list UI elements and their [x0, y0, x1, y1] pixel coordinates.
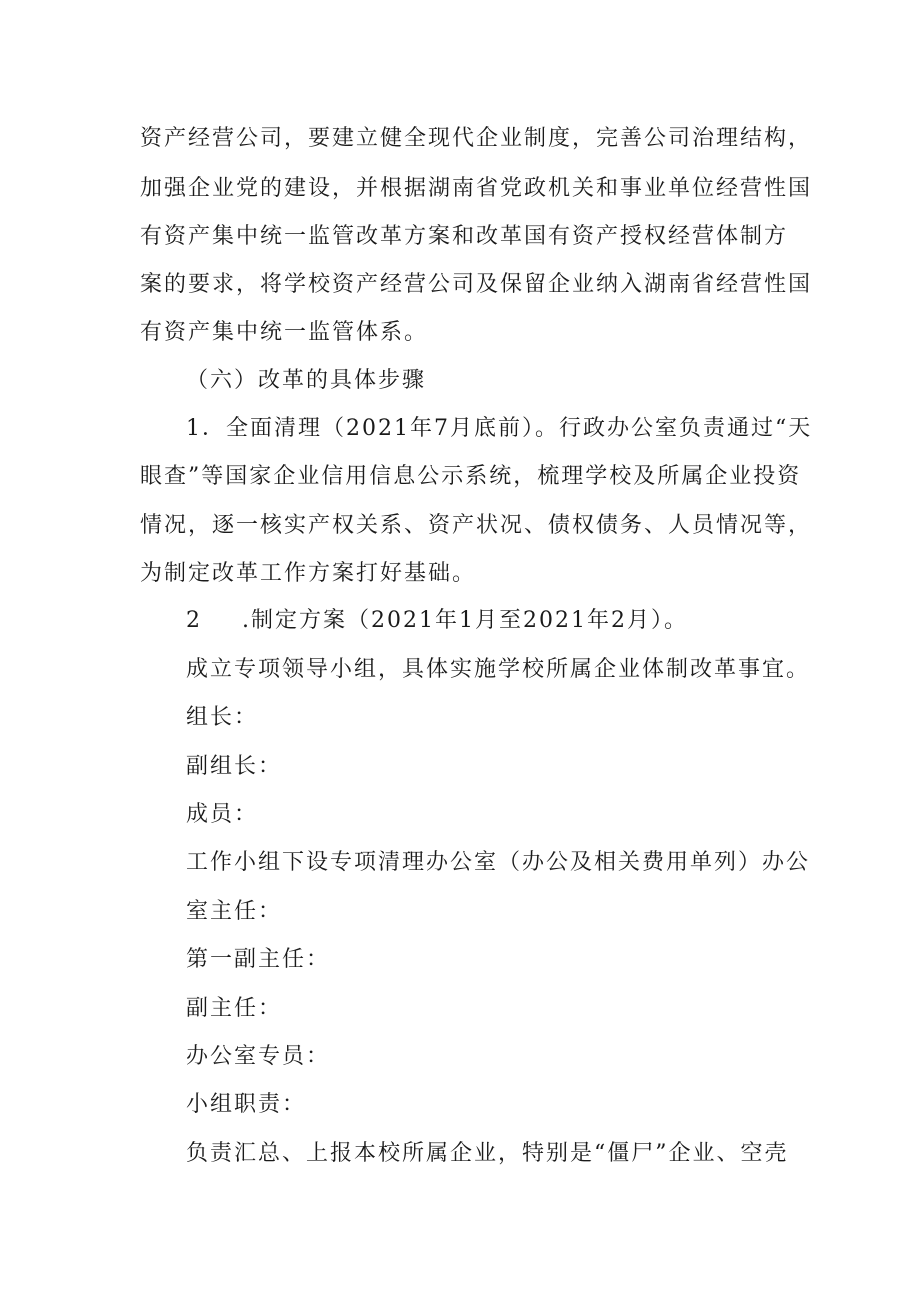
paragraph-line: 成立专项领导小组，具体实施学校所属企业体制改革事宜。 [186, 657, 811, 682]
paragraph-line: 工作小组下设专项清理办公室（办公及相关费用单列）办公 [186, 850, 811, 875]
role-line: 成员： [186, 802, 259, 827]
role-line: 办公室专员： [186, 1044, 331, 1069]
paragraph-line: 眼查”等国家企业信用信息公示系统，梳理学校及所属企业投资 [140, 464, 802, 489]
paragraph-line: 资产经营公司，要建立健全现代企业制度，完善公司治理结构， [140, 126, 813, 151]
paragraph-line: 有资产集中统一监管体系。 [140, 320, 429, 345]
paragraph-line: 为制定改革工作方案打好基础。 [140, 561, 477, 586]
role-line: 组长： [186, 705, 259, 730]
role-line: 副主任： [186, 996, 283, 1021]
role-line: 副组长： [186, 754, 283, 779]
step-2-number: 2 [186, 608, 202, 633]
step-2-line [186, 606, 688, 636]
paragraph-line: 情况，逐一核实产权关系、资产状况、债权债务、人员情况等， [140, 513, 813, 538]
paragraph-line: 负责汇总、上报本校所属企业，特别是“僵尸”企业、空壳 [186, 1141, 789, 1166]
role-line: 小组职责： [186, 1092, 307, 1117]
paragraph-line: 有资产集中统一监管改革方案和改革国有资产授权经营体制方 [140, 224, 789, 249]
section-heading: （六）改革的具体步骤 [186, 368, 427, 393]
role-line: 第一副主任： [186, 947, 331, 972]
role-line: 室主任： [186, 899, 283, 924]
step-1-line: 1．全面清理（2021年7月底前）。行政办公室负责通过“天 [186, 416, 813, 441]
step-2-text: .制定方案（2021年1月至2021年2月）。 [242, 608, 688, 633]
paragraph-line: 案的要求，将学校资产经营公司及保留企业纳入湖南省经营性国 [140, 272, 813, 297]
paragraph-line: 加强企业党的建设，并根据湖南省党政机关和事业单位经营性国 [140, 176, 813, 201]
